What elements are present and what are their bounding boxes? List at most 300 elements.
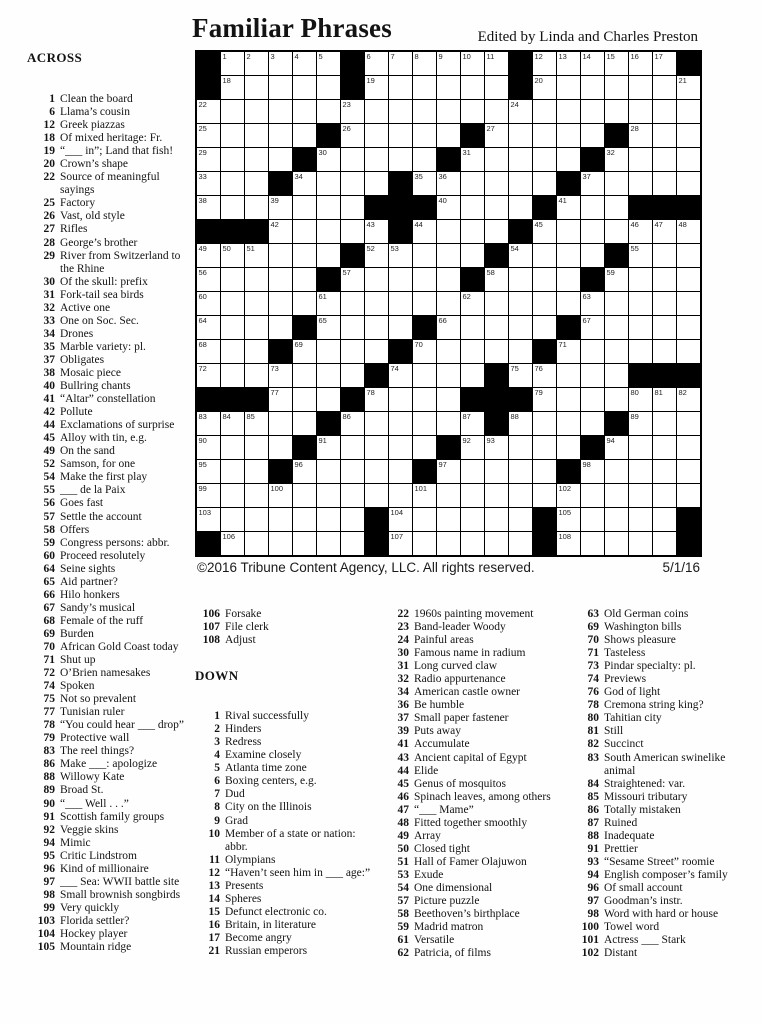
grid-cell[interactable] [461, 76, 484, 99]
grid-cell[interactable] [341, 340, 364, 363]
grid-cell[interactable] [533, 292, 556, 315]
grid-cell[interactable] [245, 508, 268, 531]
grid-cell[interactable] [317, 172, 340, 195]
grid-cell[interactable] [389, 100, 412, 123]
grid-cell[interactable] [293, 244, 316, 267]
grid-cell[interactable] [677, 340, 700, 363]
grid-cell[interactable] [677, 460, 700, 483]
grid-cell[interactable] [653, 76, 676, 99]
grid-cell[interactable] [629, 100, 652, 123]
grid-cell[interactable] [485, 484, 508, 507]
grid-cell[interactable] [365, 52, 388, 75]
grid-cell[interactable] [509, 124, 532, 147]
grid-cell[interactable] [653, 412, 676, 435]
grid-cell[interactable] [533, 436, 556, 459]
grid-cell[interactable] [245, 316, 268, 339]
grid-cell[interactable] [461, 436, 484, 459]
grid-cell[interactable] [389, 364, 412, 387]
grid-cell[interactable] [437, 172, 460, 195]
grid-cell[interactable] [269, 52, 292, 75]
grid-cell[interactable] [653, 220, 676, 243]
grid-cell[interactable] [653, 484, 676, 507]
grid-cell[interactable] [245, 100, 268, 123]
grid-cell[interactable] [197, 268, 220, 291]
grid-cell[interactable] [317, 436, 340, 459]
grid-cell[interactable] [221, 436, 244, 459]
grid-cell[interactable] [605, 340, 628, 363]
grid-cell[interactable] [581, 172, 604, 195]
grid-cell[interactable] [629, 388, 652, 411]
grid-cell[interactable] [365, 124, 388, 147]
grid-cell[interactable] [485, 196, 508, 219]
grid-cell[interactable] [677, 412, 700, 435]
grid-cell[interactable] [533, 484, 556, 507]
grid-cell[interactable] [581, 460, 604, 483]
grid-cell[interactable] [605, 316, 628, 339]
grid-cell[interactable] [389, 292, 412, 315]
grid-cell[interactable] [629, 52, 652, 75]
grid-cell[interactable] [197, 364, 220, 387]
grid-cell[interactable] [557, 220, 580, 243]
grid-cell[interactable] [413, 244, 436, 267]
grid-cell[interactable] [221, 244, 244, 267]
grid-cell[interactable] [437, 52, 460, 75]
grid-cell[interactable] [557, 340, 580, 363]
grid-cell[interactable] [245, 460, 268, 483]
grid-cell[interactable] [605, 436, 628, 459]
grid-cell[interactable] [293, 100, 316, 123]
grid-cell[interactable] [197, 292, 220, 315]
grid-cell[interactable] [365, 76, 388, 99]
grid-cell[interactable] [485, 52, 508, 75]
grid-cell[interactable] [629, 172, 652, 195]
grid-cell[interactable] [437, 484, 460, 507]
grid-cell[interactable] [293, 412, 316, 435]
grid-cell[interactable] [605, 196, 628, 219]
grid-cell[interactable] [677, 316, 700, 339]
grid-cell[interactable] [485, 220, 508, 243]
grid-cell[interactable] [437, 460, 460, 483]
grid-cell[interactable] [221, 340, 244, 363]
grid-cell[interactable] [389, 76, 412, 99]
grid-cell[interactable] [605, 292, 628, 315]
grid-cell[interactable] [437, 196, 460, 219]
grid-cell[interactable] [245, 172, 268, 195]
grid-cell[interactable] [221, 148, 244, 171]
grid-cell[interactable] [365, 220, 388, 243]
grid-cell[interactable] [557, 148, 580, 171]
grid-cell[interactable] [653, 316, 676, 339]
grid-cell[interactable] [389, 52, 412, 75]
grid-cell[interactable] [581, 292, 604, 315]
grid-cell[interactable] [629, 76, 652, 99]
grid-cell[interactable] [197, 508, 220, 531]
grid-cell[interactable] [365, 100, 388, 123]
grid-cell[interactable] [341, 412, 364, 435]
grid-cell[interactable] [605, 148, 628, 171]
grid-cell[interactable] [533, 364, 556, 387]
grid-cell[interactable] [605, 52, 628, 75]
grid-cell[interactable] [389, 124, 412, 147]
grid-cell[interactable] [269, 316, 292, 339]
grid-cell[interactable] [581, 340, 604, 363]
grid-cell[interactable] [581, 412, 604, 435]
grid-cell[interactable] [221, 124, 244, 147]
grid-cell[interactable] [581, 508, 604, 531]
grid-cell[interactable] [437, 268, 460, 291]
grid-cell[interactable] [245, 364, 268, 387]
grid-cell[interactable] [413, 52, 436, 75]
grid-cell[interactable] [677, 124, 700, 147]
grid-cell[interactable] [197, 172, 220, 195]
grid-cell[interactable] [341, 532, 364, 555]
grid-cell[interactable] [653, 388, 676, 411]
grid-cell[interactable] [509, 268, 532, 291]
grid-cell[interactable] [533, 52, 556, 75]
grid-cell[interactable] [197, 412, 220, 435]
grid-cell[interactable] [677, 76, 700, 99]
grid-cell[interactable] [677, 388, 700, 411]
grid-cell[interactable] [509, 412, 532, 435]
grid-cell[interactable] [485, 148, 508, 171]
grid-cell[interactable] [629, 340, 652, 363]
grid-cell[interactable] [341, 508, 364, 531]
grid-cell[interactable] [509, 364, 532, 387]
grid-cell[interactable] [485, 436, 508, 459]
grid-cell[interactable] [317, 364, 340, 387]
grid-cell[interactable] [413, 436, 436, 459]
grid-cell[interactable] [317, 100, 340, 123]
grid-cell[interactable] [389, 436, 412, 459]
grid-cell[interactable] [653, 244, 676, 267]
grid-cell[interactable] [653, 508, 676, 531]
grid-cell[interactable] [653, 532, 676, 555]
grid-cell[interactable] [413, 412, 436, 435]
grid-cell[interactable] [629, 532, 652, 555]
grid-cell[interactable] [317, 148, 340, 171]
grid-cell[interactable] [461, 220, 484, 243]
grid-cell[interactable] [653, 148, 676, 171]
grid-cell[interactable] [605, 172, 628, 195]
grid-cell[interactable] [413, 364, 436, 387]
grid-cell[interactable] [605, 460, 628, 483]
grid-cell[interactable] [461, 532, 484, 555]
grid-cell[interactable] [221, 364, 244, 387]
grid-cell[interactable] [197, 316, 220, 339]
grid-cell[interactable] [365, 484, 388, 507]
grid-cell[interactable] [341, 316, 364, 339]
grid-cell[interactable] [629, 460, 652, 483]
grid-cell[interactable] [341, 484, 364, 507]
grid-cell[interactable] [461, 100, 484, 123]
grid-cell[interactable] [293, 292, 316, 315]
grid-cell[interactable] [317, 244, 340, 267]
grid-cell[interactable] [509, 460, 532, 483]
grid-cell[interactable] [269, 508, 292, 531]
grid-cell[interactable] [581, 244, 604, 267]
grid-cell[interactable] [269, 412, 292, 435]
grid-cell[interactable] [581, 52, 604, 75]
grid-cell[interactable] [317, 532, 340, 555]
grid-cell[interactable] [533, 76, 556, 99]
grid-cell[interactable] [365, 268, 388, 291]
grid-cell[interactable] [221, 268, 244, 291]
grid-cell[interactable] [269, 124, 292, 147]
grid-cell[interactable] [365, 412, 388, 435]
grid-cell[interactable] [389, 316, 412, 339]
grid-cell[interactable] [293, 52, 316, 75]
grid-cell[interactable] [245, 340, 268, 363]
grid-cell[interactable] [485, 316, 508, 339]
grid-cell[interactable] [245, 124, 268, 147]
grid-cell[interactable] [389, 148, 412, 171]
grid-cell[interactable] [437, 532, 460, 555]
grid-cell[interactable] [581, 220, 604, 243]
grid-cell[interactable] [605, 532, 628, 555]
grid-cell[interactable] [533, 388, 556, 411]
grid-cell[interactable] [509, 172, 532, 195]
grid-cell[interactable] [677, 148, 700, 171]
grid-cell[interactable] [365, 436, 388, 459]
grid-cell[interactable] [245, 532, 268, 555]
grid-cell[interactable] [293, 388, 316, 411]
grid-cell[interactable] [677, 436, 700, 459]
grid-cell[interactable] [437, 316, 460, 339]
grid-cell[interactable] [365, 460, 388, 483]
grid-cell[interactable] [413, 148, 436, 171]
grid-cell[interactable] [197, 244, 220, 267]
grid-cell[interactable] [557, 532, 580, 555]
grid-cell[interactable] [317, 340, 340, 363]
grid-cell[interactable] [653, 172, 676, 195]
grid-cell[interactable] [221, 412, 244, 435]
grid-cell[interactable] [461, 508, 484, 531]
grid-cell[interactable] [461, 292, 484, 315]
grid-cell[interactable] [413, 220, 436, 243]
grid-cell[interactable] [293, 364, 316, 387]
grid-cell[interactable] [269, 484, 292, 507]
grid-cell[interactable] [653, 100, 676, 123]
grid-cell[interactable] [629, 412, 652, 435]
grid-cell[interactable] [269, 220, 292, 243]
grid-cell[interactable] [653, 124, 676, 147]
grid-cell[interactable] [221, 172, 244, 195]
grid-cell[interactable] [509, 100, 532, 123]
grid-cell[interactable] [677, 292, 700, 315]
grid-cell[interactable] [365, 244, 388, 267]
grid-cell[interactable] [269, 364, 292, 387]
grid-cell[interactable] [557, 268, 580, 291]
grid-cell[interactable] [557, 244, 580, 267]
grid-cell[interactable] [389, 484, 412, 507]
grid-cell[interactable] [221, 76, 244, 99]
grid-cell[interactable] [653, 460, 676, 483]
grid-cell[interactable] [365, 316, 388, 339]
grid-cell[interactable] [509, 508, 532, 531]
grid-cell[interactable] [605, 508, 628, 531]
grid-cell[interactable] [245, 292, 268, 315]
grid-cell[interactable] [293, 76, 316, 99]
grid-cell[interactable] [629, 436, 652, 459]
grid-cell[interactable] [557, 100, 580, 123]
grid-cell[interactable] [461, 172, 484, 195]
grid-cell[interactable] [437, 292, 460, 315]
grid-cell[interactable] [461, 244, 484, 267]
grid-cell[interactable] [437, 508, 460, 531]
grid-cell[interactable] [221, 196, 244, 219]
grid-cell[interactable] [557, 52, 580, 75]
grid-cell[interactable] [341, 196, 364, 219]
grid-cell[interactable] [413, 76, 436, 99]
grid-cell[interactable] [509, 148, 532, 171]
grid-cell[interactable] [293, 508, 316, 531]
grid-cell[interactable] [269, 148, 292, 171]
grid-cell[interactable] [653, 340, 676, 363]
grid-cell[interactable] [413, 100, 436, 123]
grid-cell[interactable] [581, 364, 604, 387]
grid-cell[interactable] [485, 532, 508, 555]
grid-cell[interactable] [605, 268, 628, 291]
grid-cell[interactable] [245, 148, 268, 171]
grid-cell[interactable] [557, 196, 580, 219]
grid-cell[interactable] [437, 100, 460, 123]
grid-cell[interactable] [221, 100, 244, 123]
grid-cell[interactable] [197, 124, 220, 147]
grid-cell[interactable] [197, 148, 220, 171]
grid-cell[interactable] [341, 268, 364, 291]
grid-cell[interactable] [317, 316, 340, 339]
grid-cell[interactable] [629, 244, 652, 267]
grid-cell[interactable] [317, 292, 340, 315]
grid-cell[interactable] [605, 100, 628, 123]
grid-cell[interactable] [341, 148, 364, 171]
grid-cell[interactable] [437, 340, 460, 363]
grid-cell[interactable] [653, 436, 676, 459]
grid-cell[interactable] [293, 484, 316, 507]
grid-cell[interactable] [293, 460, 316, 483]
grid-cell[interactable] [221, 292, 244, 315]
grid-cell[interactable] [221, 508, 244, 531]
grid-cell[interactable] [341, 124, 364, 147]
grid-cell[interactable] [269, 532, 292, 555]
grid-cell[interactable] [293, 172, 316, 195]
grid-cell[interactable] [245, 76, 268, 99]
grid-cell[interactable] [533, 244, 556, 267]
grid-cell[interactable] [509, 292, 532, 315]
grid-cell[interactable] [509, 436, 532, 459]
grid-cell[interactable] [317, 220, 340, 243]
grid-cell[interactable] [245, 196, 268, 219]
grid-cell[interactable] [485, 124, 508, 147]
grid-cell[interactable] [533, 460, 556, 483]
grid-cell[interactable] [605, 364, 628, 387]
grid-cell[interactable] [413, 124, 436, 147]
grid-cell[interactable] [581, 388, 604, 411]
grid-cell[interactable] [557, 388, 580, 411]
grid-cell[interactable] [437, 124, 460, 147]
grid-cell[interactable] [461, 412, 484, 435]
grid-cell[interactable] [437, 76, 460, 99]
grid-cell[interactable] [269, 436, 292, 459]
grid-cell[interactable] [509, 484, 532, 507]
grid-cell[interactable] [317, 52, 340, 75]
grid-cell[interactable] [629, 220, 652, 243]
grid-cell[interactable] [437, 244, 460, 267]
grid-cell[interactable] [269, 196, 292, 219]
grid-cell[interactable] [533, 316, 556, 339]
grid-cell[interactable] [581, 484, 604, 507]
grid-cell[interactable] [677, 172, 700, 195]
grid-cell[interactable] [293, 268, 316, 291]
grid-cell[interactable] [245, 52, 268, 75]
grid-cell[interactable] [269, 244, 292, 267]
grid-cell[interactable] [317, 388, 340, 411]
grid-cell[interactable] [581, 124, 604, 147]
grid-cell[interactable] [461, 196, 484, 219]
grid-cell[interactable] [341, 460, 364, 483]
grid-cell[interactable] [197, 340, 220, 363]
grid-cell[interactable] [197, 484, 220, 507]
grid-cell[interactable] [197, 100, 220, 123]
grid-cell[interactable] [581, 76, 604, 99]
grid-cell[interactable] [221, 532, 244, 555]
grid-cell[interactable] [533, 268, 556, 291]
grid-cell[interactable] [629, 148, 652, 171]
grid-cell[interactable] [509, 532, 532, 555]
grid-cell[interactable] [293, 532, 316, 555]
grid-cell[interactable] [629, 508, 652, 531]
grid-cell[interactable] [413, 532, 436, 555]
grid-cell[interactable] [413, 292, 436, 315]
grid-cell[interactable] [389, 268, 412, 291]
grid-cell[interactable] [533, 100, 556, 123]
grid-cell[interactable] [629, 124, 652, 147]
grid-cell[interactable] [677, 484, 700, 507]
grid-cell[interactable] [413, 508, 436, 531]
grid-cell[interactable] [509, 316, 532, 339]
grid-cell[interactable] [245, 244, 268, 267]
grid-cell[interactable] [485, 268, 508, 291]
grid-cell[interactable] [197, 196, 220, 219]
grid-cell[interactable] [197, 436, 220, 459]
grid-cell[interactable] [413, 340, 436, 363]
grid-cell[interactable] [461, 460, 484, 483]
grid-cell[interactable] [557, 484, 580, 507]
grid-cell[interactable] [221, 484, 244, 507]
grid-cell[interactable] [341, 436, 364, 459]
grid-cell[interactable] [341, 100, 364, 123]
grid-cell[interactable] [389, 508, 412, 531]
grid-cell[interactable] [581, 100, 604, 123]
grid-cell[interactable] [557, 508, 580, 531]
grid-cell[interactable] [437, 220, 460, 243]
grid-cell[interactable] [557, 292, 580, 315]
grid-cell[interactable] [485, 292, 508, 315]
grid-cell[interactable] [245, 436, 268, 459]
grid-cell[interactable] [653, 268, 676, 291]
grid-cell[interactable] [461, 316, 484, 339]
grid-cell[interactable] [413, 268, 436, 291]
grid-cell[interactable] [485, 340, 508, 363]
grid-cell[interactable] [341, 292, 364, 315]
grid-cell[interactable] [677, 244, 700, 267]
grid-cell[interactable] [413, 172, 436, 195]
grid-cell[interactable] [461, 148, 484, 171]
grid-cell[interactable] [557, 412, 580, 435]
grid-cell[interactable] [197, 460, 220, 483]
grid-cell[interactable] [389, 460, 412, 483]
grid-cell[interactable] [221, 460, 244, 483]
